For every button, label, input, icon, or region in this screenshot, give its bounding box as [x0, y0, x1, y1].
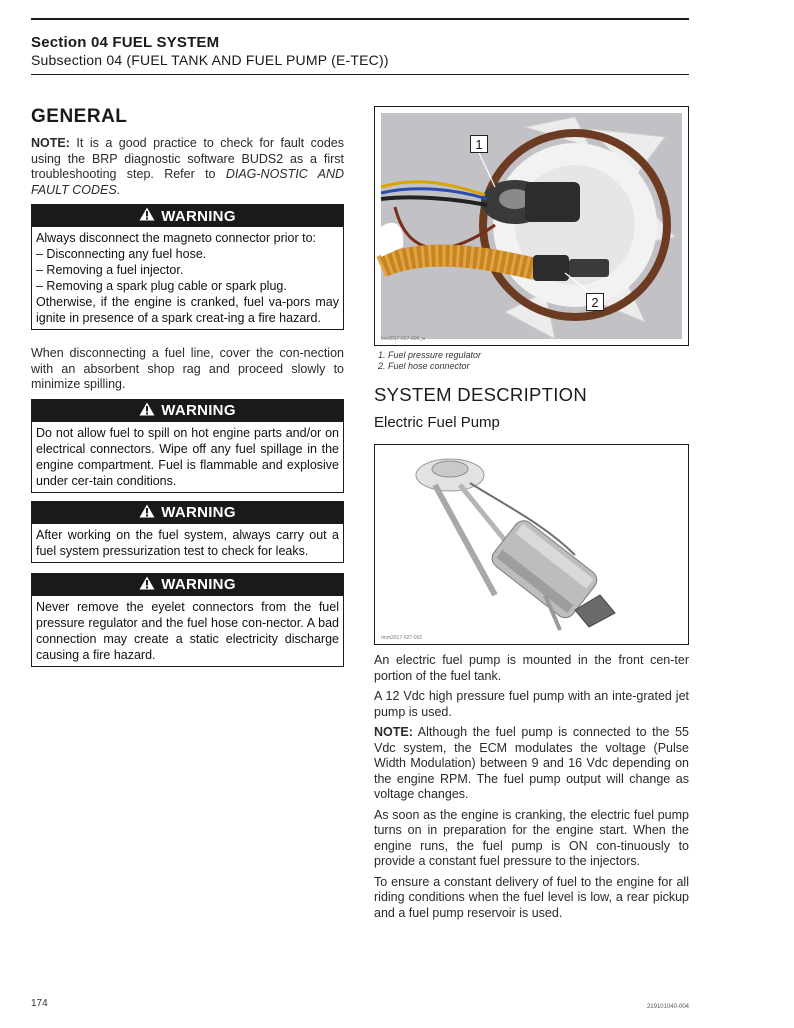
- note-text: Although the fuel pump is connected to the 55 Vdc system, the ECM modulates the voltage (Pulse Width Modulation) between 9 and 16 Vdc depending on the engine RPM. The fuel pump output will change as voltage changes.: [374, 725, 689, 801]
- warning-text: [32, 596, 343, 666]
- warning-label: WARNING: [161, 207, 236, 225]
- paragraph-1: An electric fuel pump is mounted in the front cen-ter portion of the fuel tank.: [374, 653, 689, 683]
- caption-item: 1. Fuel pressure regulator: [378, 350, 482, 360]
- warning-line: Otherwise, if the engine is cranked, fuel va-pors may ignite in presence of a spark creat-ing a fire hazard.: [36, 295, 339, 325]
- fuel-pump-figure: [374, 444, 689, 645]
- left-column: [31, 106, 344, 667]
- note-label: NOTE:: [374, 725, 413, 739]
- paragraph-2: A 12 Vdc high pressure fuel pump with an inte-grated jet pump is used.: [374, 689, 689, 719]
- fuel-regulator-photo: [375, 107, 688, 345]
- page-number: 174: [31, 998, 48, 1009]
- warning-line: After working on the fuel system, always carry out a fuel system pressurization test to check for leaks.: [36, 527, 339, 558]
- warning-text: [32, 422, 343, 492]
- warning-line: Never remove the eyelet connectors from the fuel pressure regulator and the fuel hose con-nector. A bad connection may create a static electricity discharge causing a fire hazard.: [36, 599, 339, 662]
- warning-triangle-icon: [139, 504, 155, 522]
- electric-fuel-pump-heading: Electric Fuel Pump: [374, 414, 500, 431]
- document-code: 219101040-004: [646, 1004, 689, 1010]
- fuel-pump-illustration: [375, 445, 688, 644]
- top-rule: [31, 18, 689, 20]
- system-description-heading: SYSTEM DESCRIPTION: [374, 384, 588, 405]
- warning-triangle-icon: [139, 207, 155, 225]
- warning-box-2: [31, 399, 344, 493]
- section-title: Section 04 FUEL SYSTEM: [31, 34, 220, 51]
- warning-bar: [32, 400, 343, 422]
- warning-line: Do not allow fuel to spill on hot engine parts and/or on electrical connectors. Wipe off any fuel spillage in the engine compartment. Fuel is flammable and explosive under cer-tain conditions.: [36, 425, 339, 488]
- callout-1: 1: [470, 135, 488, 153]
- fuel-line-paragraph: When disconnecting a fuel line, cover the con-nection with an absorbent shop rag and proceed slowly to minimize spilling.: [31, 346, 344, 391]
- right-column: [374, 106, 689, 921]
- page-header: [31, 34, 689, 68]
- figure-code: tmr2017-027-006_a: [381, 336, 425, 342]
- warning-label: WARNING: [161, 576, 236, 593]
- callout-2: 2: [586, 293, 604, 311]
- warning-line: Always disconnect the magneto connector prior to:: [36, 231, 317, 245]
- warning-triangle-icon: [139, 402, 155, 420]
- general-heading: GENERAL: [31, 106, 128, 127]
- warning-bar: [32, 205, 343, 227]
- warning-line: – Removing a spark plug cable or spark plug.: [36, 279, 287, 293]
- header-rule: [31, 74, 689, 75]
- subsection-title: Subsection 04 (FUEL TANK AND FUEL PUMP (E-TEC)): [31, 52, 389, 68]
- note-end: .: [116, 182, 121, 197]
- general-note: [31, 136, 344, 198]
- warning-box-3: [31, 501, 344, 563]
- paragraph-3: [374, 725, 689, 803]
- caption-item: 2. Fuel hose connector: [378, 361, 470, 371]
- warning-box-1: [31, 204, 344, 330]
- warning-line: – Removing a fuel injector.: [36, 263, 184, 277]
- note-label: NOTE:: [31, 136, 70, 150]
- paragraph-5: To ensure a constant delivery of fuel to the engine for all riding conditions when the fuel level is low, a rear pickup and a fuel pump reservoir is used.: [374, 874, 689, 920]
- warning-label: WARNING: [161, 402, 236, 419]
- note-text: It is a good practice to check for fault codes using the BRP diagnostic software BUDS2 as a first troubleshooting step. Refer to: [31, 136, 344, 181]
- warning-text: [32, 524, 343, 562]
- figure-captions: [374, 350, 689, 372]
- warning-box-4: [31, 573, 344, 667]
- warning-bar: [32, 502, 343, 524]
- system-description-text: [374, 653, 689, 921]
- note-reference-link[interactable]: DIAG-NOSTIC AND FAULT CODES: [31, 167, 344, 197]
- warning-text: [32, 227, 343, 329]
- figure-code: rmm2017-027-002: [381, 635, 423, 641]
- paragraph-4: As soon as the engine is cranking, the electric fuel pump turns on in preparation for the engine start. When the engine runs, the fuel pump is ON con-tinuously to provide a constant fuel pressure to the injectors.: [374, 807, 689, 868]
- warning-triangle-icon: [139, 576, 155, 594]
- warning-bar: [32, 574, 343, 596]
- warning-line: – Disconnecting any fuel hose.: [36, 247, 207, 261]
- warning-label: WARNING: [161, 504, 236, 521]
- fuel-regulator-figure: [374, 106, 689, 346]
